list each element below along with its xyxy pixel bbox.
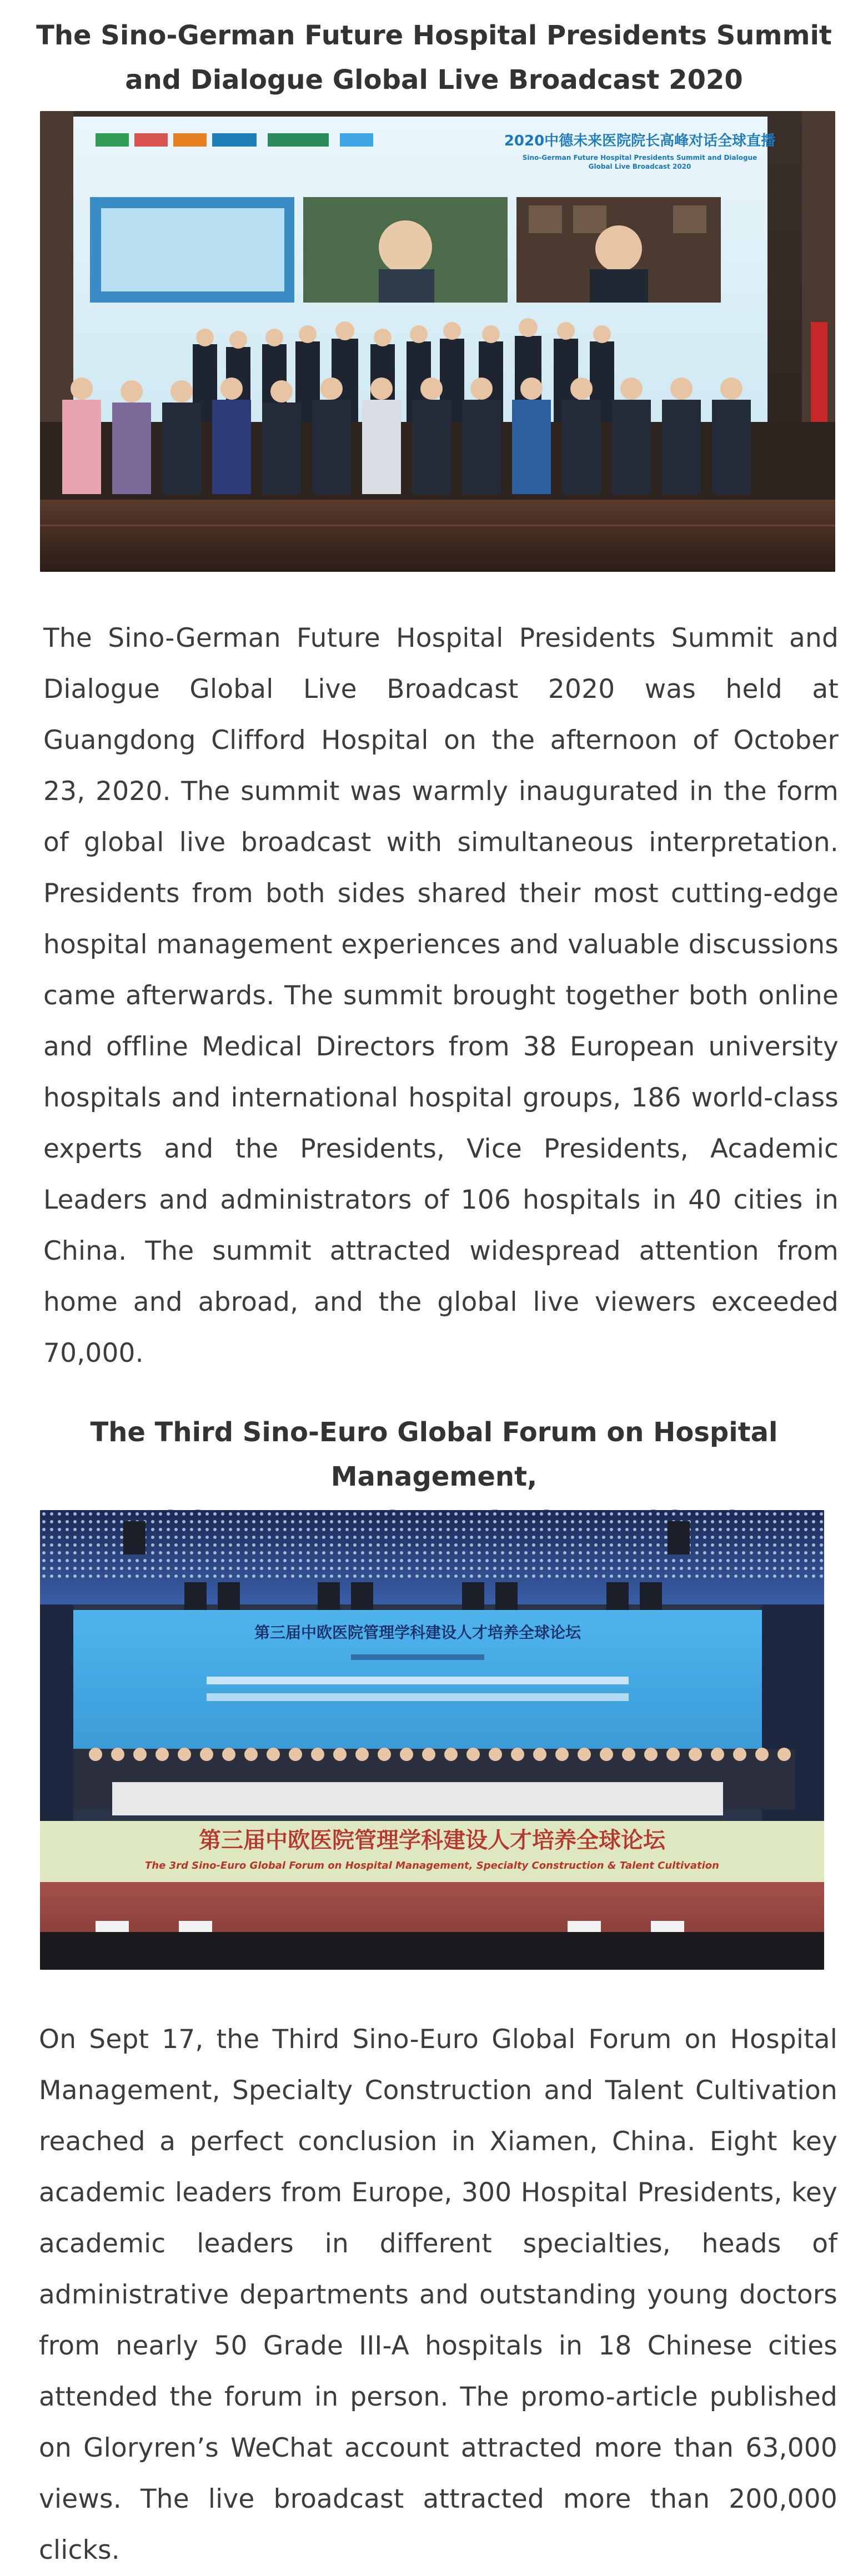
section2-title-line1: The Third Sino-Euro Global Forum on Hospital Management, bbox=[90, 1417, 778, 1492]
forum-screen-title-cn: 第三届中欧医院管理学科建设人才培养全球论坛 bbox=[254, 1623, 581, 1642]
screen-title-cn: 2020中德未来医院院长高峰对话全球直播 bbox=[504, 133, 776, 149]
screen-title-en-2: Global Live Broadcast 2020 bbox=[588, 163, 691, 170]
section1-title bbox=[0, 13, 868, 102]
section1-title-line2: and Dialogue Global Live Broadcast 2020 bbox=[125, 64, 743, 95]
section2-body: On Sept 17, the Third Sino-Euro Global Forum on Hospital Management, Specialty Construction and Talent Cultivation reached a perfect conclusion in Xiamen, China. Eight key academic leaders from Europe, 300 Hospital Presidents, key academic leaders in different specialties, heads of administrative departments and outstanding young doctors from nearly 50 Grade III-A hospitals in 18 Chinese cities attended the forum in person. The promo-article published on Gloryren’s WeChat account attracted more than 63,000 views. The live broadcast attracted more than 200,000 clicks. bbox=[39, 2024, 837, 2565]
section1-body: The Sino-German Future Hospital Presidents Summit and Dialogue Global Live Broadcast 2020 was held at Guangdong Clifford Hospital on the afternoon of October 23, 2020. The summit was warmly inaugurated in the form of global live broadcast with simultaneous interpretation. Presidents from both sides shared their most cutting-edge hospital management experiences and valuable discussions came afterwards. The summit brought together both online and offline Medical Directors from 38 European university hospitals and international hospital groups, 186 world-class experts and the Presidents, Vice Presidents, Academic Leaders and administrators of 106 hospitals in 40 cities in China. The summit attracted widespread attention from home and abroad, and the global live viewers exceeded 70,000. bbox=[43, 623, 839, 1368]
section1-title-line1: The Sino-German Future Hospital Presidents Summit bbox=[36, 20, 832, 51]
screen-title-en-1: Sino-German Future Hospital Presidents Summit and Dialogue bbox=[522, 154, 757, 162]
forum-banner-cn: 第三届中欧医院管理学科建设人才培养全球论坛 bbox=[199, 1828, 665, 1853]
forum-banner-en: The 3rd Sino-Euro Global Forum on Hospital Management, Specialty Construction & Talent Cultivation bbox=[145, 1860, 719, 1871]
summit-group-photo bbox=[40, 111, 835, 572]
forum-group-photo bbox=[40, 1510, 824, 1970]
